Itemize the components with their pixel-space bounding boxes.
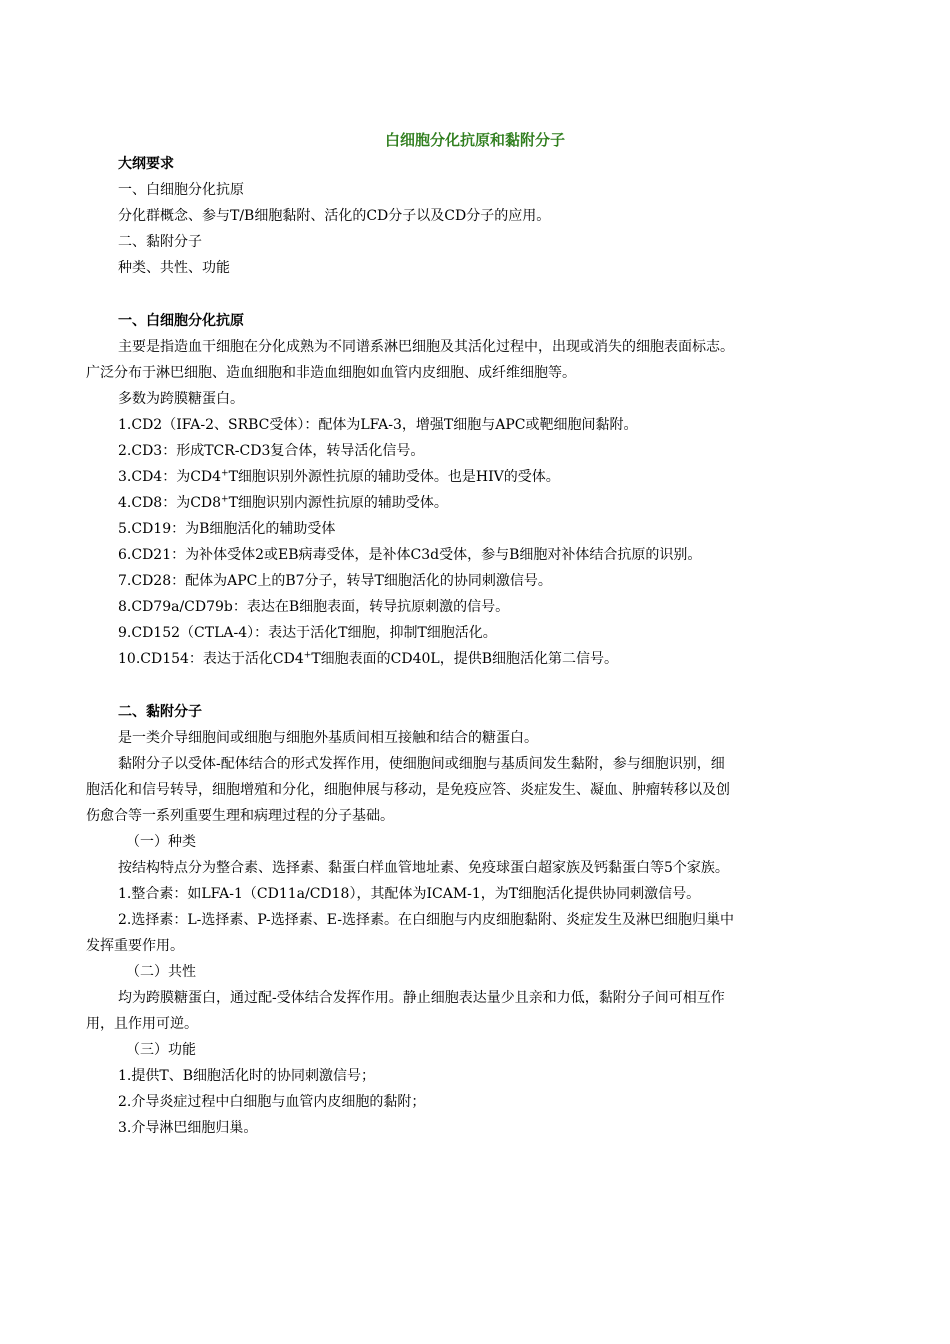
section1-paragraph-line1: 主要是指造血干细胞在分化成熟为不同谱系淋巴细胞及其活化过程中，出现或消失的细胞表面标志。 — [118, 339, 734, 355]
cd8-superscript: + — [221, 494, 229, 505]
commonality-line1: 均为跨膜糖蛋白，通过配-受体结合发挥作用。静止细胞表达量少且亲和力低，黏附分子间可相互作 — [118, 990, 725, 1006]
outline-item-1-desc: 分化群概念、参与T/B细胞黏附、活化的CD分子以及CD分子的应用。 — [118, 208, 551, 224]
cd28-item: 7.CD28：配体为APC上的B7分子，转导T细胞活化的协同刺激信号。 — [118, 573, 552, 589]
outline-item-2: 二、黏附分子 — [118, 234, 202, 250]
cd152-item: 9.CD152（CTLA-4）：表达于活化T细胞，抑制T细胞活化。 — [118, 625, 497, 641]
document-title: 白细胞分化抗原和黏附分子 — [384, 131, 565, 149]
section2-paragraph-2-line3: 伤愈合等一系列重要生理和病理过程的分子基础。 — [86, 808, 394, 824]
section1-heading: 一、白细胞分化抗原 — [118, 313, 244, 329]
function-item-1: 1.提供T、B细胞活化时的协同刺激信号； — [118, 1068, 375, 1084]
cd8-item-pre: 4.CD8：为CD8 — [118, 495, 222, 511]
types-item-1: 1.整合素：如LFA-1（CD11a/CD18），其配体为ICAM-1，为T细胞活化提供协同刺激信号。 — [118, 886, 701, 902]
function-item-3: 3.介导淋巴细胞归巢。 — [118, 1120, 258, 1136]
cd154-item — [118, 649, 618, 669]
cd154-item-pre: 10.CD154：表达于活化CD4 — [118, 651, 304, 667]
types-paragraph: 按结构特点分为整合素、选择素、黏蛋白样血管地址素、免疫球蛋白超家族及钙黏蛋白等5个家族。 — [118, 860, 729, 876]
subheading-commonality: （二）共性 — [126, 964, 196, 980]
section1-paragraph-line2: 广泛分布于淋巴细胞、造血细胞和非造血细胞如血管内皮细胞、成纤维细胞等。 — [86, 365, 576, 381]
section2-paragraph-1: 是一类介导细胞间或细胞与细胞外基质间相互接触和结合的糖蛋白。 — [118, 730, 538, 746]
section1-paragraph-2: 多数为跨膜糖蛋白。 — [118, 391, 244, 407]
cd4-item-pre: 3.CD4：为CD4 — [118, 469, 222, 485]
cd4-item — [118, 467, 560, 487]
cd21-item: 6.CD21：为补体受体2或EB病毒受体，是补体C3d受体，参与B细胞对补体结合抗原的识别。 — [118, 547, 702, 563]
cd79-item: 8.CD79a/CD79b：表达在B细胞表面，转导抗原刺激的信号。 — [118, 599, 510, 615]
subheading-function: （三）功能 — [126, 1042, 196, 1058]
types-item-2-line2: 发挥重要作用。 — [86, 938, 184, 954]
cd3-item: 2.CD3：形成TCR-CD3复合体，转导活化信号。 — [118, 443, 425, 459]
cd8-item — [118, 493, 448, 513]
cd4-item-post: T细胞识别外源性抗原的辅助受体。也是HIV的受体。 — [228, 469, 560, 485]
cd2-item: 1.CD2（IFA-2、SRBC受体）：配体为LFA-3，增强T细胞与APC或靶细胞间黏附。 — [118, 417, 638, 433]
cd8-item-post: T细胞识别内源性抗原的辅助受体。 — [228, 495, 448, 511]
outline-item-1: 一、白细胞分化抗原 — [118, 182, 244, 198]
section2-paragraph-2-line2: 胞活化和信号转导，细胞增殖和分化，细胞伸展与移动，是免疫应答、炎症发生、凝血、肿瘤转移以及创 — [86, 782, 730, 798]
types-item-2-line1: 2.选择素：L-选择素、P-选择素、E-选择素。在白细胞与内皮细胞黏附、炎症发生及淋巴细胞归巢中 — [118, 912, 734, 928]
function-item-2: 2.介导炎症过程中白细胞与血管内皮细胞的黏附； — [118, 1094, 426, 1110]
section2-paragraph-2-line1: 黏附分子以受体-配体结合的形式发挥作用，使细胞间或细胞与基质间发生黏附，参与细胞识别，细 — [118, 756, 725, 772]
cd154-superscript: + — [303, 650, 312, 661]
commonality-line2: 用，且作用可逆。 — [86, 1016, 198, 1032]
subheading-types: （一）种类 — [126, 834, 196, 850]
section2-heading: 二、黏附分子 — [118, 704, 202, 720]
cd154-item-post: T细胞表面的CD40L，提供B细胞活化第二信号。 — [311, 651, 619, 667]
cd4-superscript: + — [221, 468, 229, 479]
outline-heading: 大纲要求 — [118, 156, 174, 172]
outline-item-2-desc: 种类、共性、功能 — [118, 260, 230, 276]
cd19-item: 5.CD19：为B细胞活化的辅助受体 — [118, 521, 336, 537]
